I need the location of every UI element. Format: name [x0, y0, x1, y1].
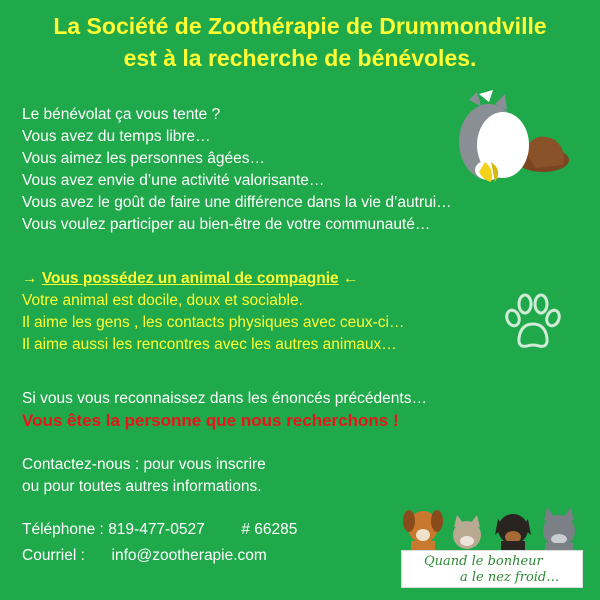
- phone-row: [22, 517, 297, 543]
- arrow-right-icon: →: [22, 270, 38, 287]
- animal-heading: [22, 268, 405, 290]
- intro-line: Vous avez envie d’une activité valorisante…: [22, 172, 325, 189]
- email-link[interactable]: info@zootherapie.com: [111, 547, 267, 564]
- recognize-line: Si vous vous reconnaissez dans les énoncés précédents…: [22, 390, 427, 407]
- animal-line: Votre animal est docile, doux et sociable.: [22, 292, 303, 309]
- recognize-highlight: Vous êtes la personne que nous recherchons !: [22, 411, 399, 430]
- slogan-line: Quand le bonheur: [424, 554, 543, 569]
- phone-extension: # 66285: [241, 521, 298, 538]
- intro-line: Vous voulez participer au bien-être de votre communauté…: [22, 216, 431, 233]
- grey-cat-icon: [543, 507, 575, 555]
- phone-number[interactable]: 819-477-0527: [108, 521, 205, 538]
- intro-line: Vous aimez les personnes âgées…: [22, 150, 265, 167]
- contact-details: [22, 517, 297, 569]
- animal-line: Il aime aussi les rencontres avec les autres animaux…: [22, 336, 397, 353]
- animal-line: Il aime les gens , les contacts physiques avec ceux-ci…: [22, 314, 405, 331]
- contact-line: Contactez-nous : pour vous inscrire: [22, 456, 266, 473]
- arrow-left-icon: ←: [343, 270, 359, 287]
- phone-label: Téléphone :: [22, 521, 104, 538]
- poster-title: [0, 10, 600, 74]
- intro-line: Vous avez du temps libre…: [22, 128, 211, 145]
- cat-illustration: [455, 90, 570, 185]
- paw-icon: [503, 292, 561, 352]
- cat-icon: [453, 515, 481, 549]
- slogan-line: a le nez froid…: [460, 570, 560, 585]
- animal-section: [22, 268, 405, 356]
- title-line-2: est à la recherche de bénévoles.: [123, 45, 477, 71]
- email-row: [22, 543, 297, 569]
- email-label: Courriel :: [22, 547, 85, 564]
- intro-line: Vous avez le goût de faire une différence dans la vie d’autrui…: [22, 194, 452, 211]
- dog-icon: [403, 510, 443, 555]
- slogan-card: [401, 550, 583, 588]
- puppy-icon: [495, 514, 531, 555]
- contact-section: [22, 454, 266, 498]
- intro-line: Le bénévolat ça vous tente ?: [22, 106, 221, 123]
- contact-line: ou pour toutes autres informations.: [22, 478, 262, 495]
- title-line-1: La Société de Zoothérapie de Drummondville: [53, 13, 547, 39]
- intro-questions: [22, 104, 452, 236]
- recognize-section: [22, 388, 427, 432]
- animal-heading-text: Vous possédez un animal de compagnie: [41, 270, 339, 287]
